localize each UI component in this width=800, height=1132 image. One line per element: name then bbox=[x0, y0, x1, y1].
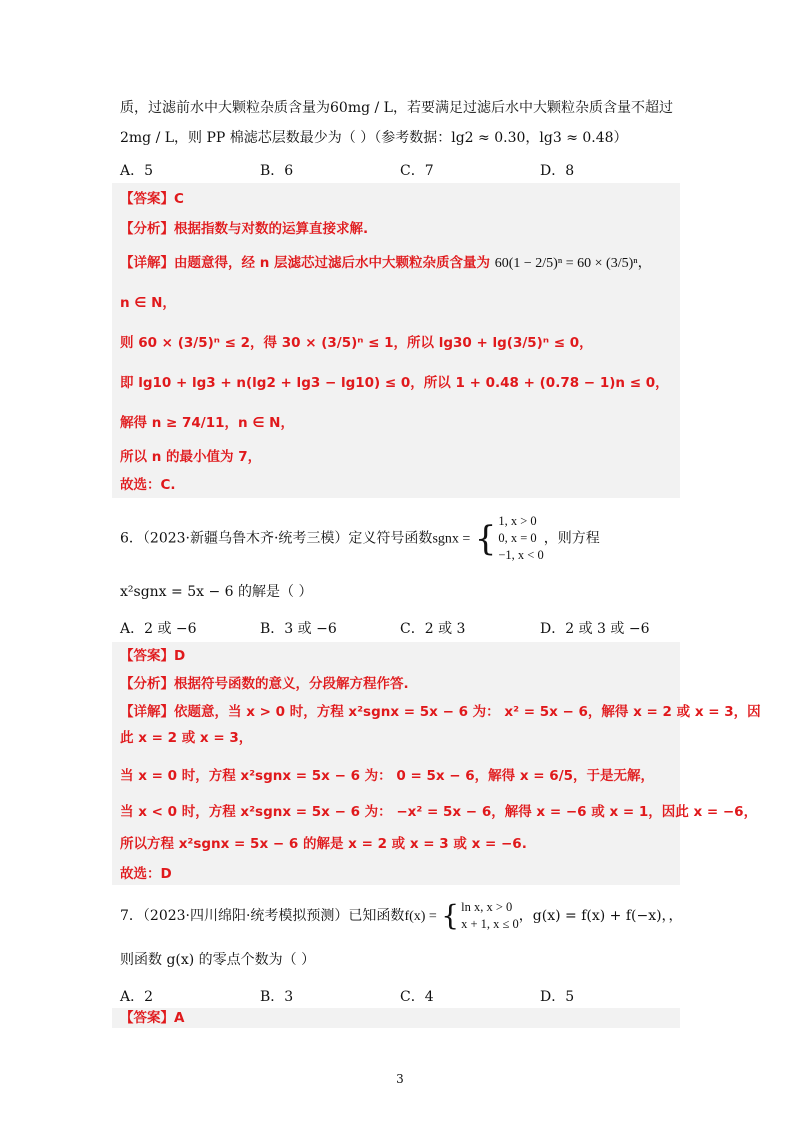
q5-detail-7: 故选：C. bbox=[120, 477, 176, 493]
q7-piecewise bbox=[461, 899, 519, 933]
q5-detail-4: 即 lg10 + lg3 + n(lg2 + lg3 − lg10) ≤ 0，所以 1 + 0.48 + (0.78 − 1)n ≤ 0， bbox=[120, 375, 669, 391]
q5-option-d: D．8 bbox=[540, 163, 575, 179]
q6-case-1: 1, x > 0 bbox=[498, 514, 537, 528]
q5-analysis: 【分析】根据指数与对数的运算直接求解. bbox=[120, 221, 369, 237]
q7-solution-block bbox=[112, 1008, 680, 1028]
q5-option-a: A．5 bbox=[120, 163, 154, 179]
q5-solution-block bbox=[112, 183, 680, 498]
q5-detail-1 bbox=[120, 253, 652, 274]
q5-answer: 【答案】C bbox=[120, 191, 184, 207]
q7-case-2: x + 1, x ≤ 0 bbox=[461, 917, 519, 931]
q6-sgn-label: sgnx = bbox=[432, 531, 471, 547]
q6-stem-2: x²sgnx = 5x − 6 的解是（ ） bbox=[120, 584, 313, 600]
q6-piecewise bbox=[498, 513, 543, 564]
q7-stem-prefix: 7．（2023·四川绵阳·统考模拟预测）已知函数 bbox=[120, 908, 405, 924]
q5-detail-1-math: 60(1 − 2/5)ⁿ = 60 × (3/5)ⁿ， bbox=[494, 256, 652, 271]
q5-option-b: B．6 bbox=[260, 163, 294, 179]
q6-solution-block bbox=[112, 642, 761, 885]
q6-detail-4: 当 x < 0 时，方程 x²sgnx = 5x − 6 为： −x² = 5x − 6，解得 x = −6 或 x = 1，因此 x = −6， bbox=[120, 804, 758, 820]
q6-option-b: B．3 或 −6 bbox=[260, 621, 337, 637]
q5-detail-3: 则 60 × (3/5)ⁿ ≤ 2，得 30 × (3/5)ⁿ ≤ 1，所以 lg30 + lg(3/5)ⁿ ≤ 0， bbox=[120, 335, 593, 351]
q6-case-2: 0, x = 0 bbox=[498, 531, 537, 545]
q5-option-c: C．7 bbox=[400, 163, 434, 179]
q5-detail-6: 所以 n 的最小值为 7， bbox=[120, 449, 262, 465]
q7-answer: 【答案】A bbox=[120, 1010, 185, 1026]
page-number: 3 bbox=[396, 1072, 404, 1086]
q6-detail-6: 故选：D bbox=[120, 866, 172, 882]
q7-option-d: D．5 bbox=[540, 989, 575, 1005]
left-brace-icon: { bbox=[441, 899, 460, 932]
q7-option-a: A．2 bbox=[120, 989, 154, 1005]
q5-detail-2: n ∈ N， bbox=[120, 295, 176, 311]
q5-detail-1-text: 【详解】由题意得，经 n 层滤芯过滤后水中大颗粒杂质含量为 bbox=[120, 255, 491, 271]
q6-analysis: 【分析】根据符号函数的意义，分段解方程作答. bbox=[120, 676, 409, 692]
q5-detail-5: 解得 n ≥ 74/11，n ∈ N， bbox=[120, 415, 294, 431]
q6-detail-2: 此 x = 2 或 x = 3， bbox=[120, 730, 253, 746]
left-brace-icon: { bbox=[474, 518, 497, 559]
q6-case-3: −1, x < 0 bbox=[498, 548, 544, 562]
q7-stem bbox=[120, 894, 683, 939]
q6-detail-3: 当 x = 0 时，方程 x²sgnx = 5x − 6 为： 0 = 5x − 6，解得 x = 6/5，于是无解， bbox=[120, 768, 655, 784]
q7-case-1: ln x, x > 0 bbox=[461, 900, 513, 914]
q6-answer: 【答案】D bbox=[120, 648, 186, 664]
q7-option-b: B．3 bbox=[260, 989, 294, 1005]
q6-stem-suffix: ，则方程 bbox=[543, 530, 600, 547]
q6-detail-1: 【详解】依题意，当 x > 0 时，方程 x²sgnx = 5x − 6 为： x² = 5x − 6，解得 x = 2 或 x = 3，因 bbox=[120, 704, 761, 720]
q7-f-label: f(x) = bbox=[404, 909, 437, 924]
q6-option-c: C．2 或 3 bbox=[400, 621, 466, 637]
q6-detail-5: 所以方程 x²sgnx = 5x − 6 的解是 x = 2 或 x = 3 或 x = −6. bbox=[120, 836, 527, 852]
q7-stem-2: 则函数 g(x) 的零点个数为（ ） bbox=[120, 952, 316, 968]
intro-line-2: 2mg / L，则 PP 棉滤芯层数最少为（ ）（参考数据：lg2 ≈ 0.30，lg3 ≈ 0.48） bbox=[120, 130, 628, 146]
q7-option-c: C．4 bbox=[400, 989, 434, 1005]
q6-stem bbox=[120, 513, 600, 565]
intro-line-1: 质，过滤前水中大颗粒杂质含量为60mg / L，若要满足过滤后水中大颗粒杂质含量不超过 bbox=[120, 100, 673, 116]
q6-option-a: A．2 或 −6 bbox=[120, 621, 197, 637]
q6-option-d: D．2 或 3 或 −6 bbox=[540, 621, 650, 637]
q7-stem-suffix: ，g(x) = f(x) + f(−x)，， bbox=[518, 908, 683, 924]
q6-stem-prefix: 6．（2023·新疆乌鲁木齐·统考三模）定义符号函数 bbox=[120, 530, 433, 547]
